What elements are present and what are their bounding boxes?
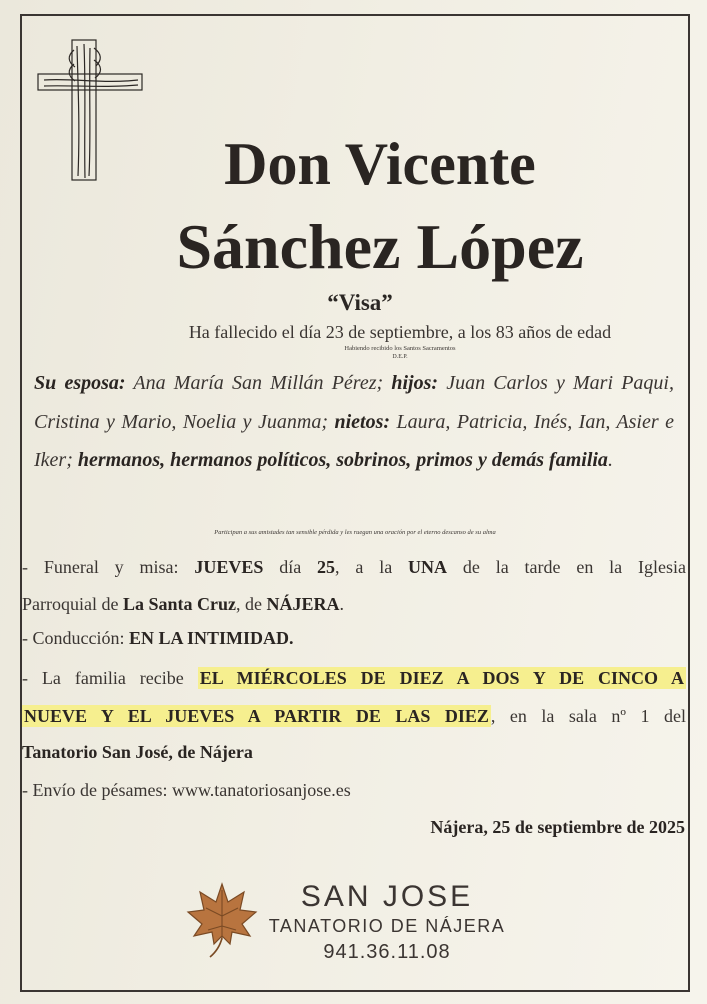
wake-schedule-highlight: EL MIÉRCOLES DE DIEZ A DOS Y DE CINCO A bbox=[199, 668, 685, 688]
conduction-label: - Conducción: bbox=[22, 628, 129, 648]
grandchildren-label: nietos: bbox=[334, 410, 391, 433]
place-date: Nájera, 25 de septiembre de 2025 bbox=[430, 817, 685, 837]
funeral-text: , de bbox=[235, 594, 267, 614]
deceased-surname: Sánchez López bbox=[176, 211, 584, 282]
church-name: La Santa Cruz bbox=[122, 594, 236, 614]
funeral-hour: UNA bbox=[408, 557, 448, 577]
family-end: . bbox=[607, 449, 613, 471]
funeral-text: día bbox=[263, 557, 318, 577]
grandchildren-names: Laura, Patricia, Inés, Ian, Asier e Iker; bbox=[34, 410, 674, 471]
funeral-line-1 bbox=[22, 557, 686, 578]
conduction-value: EN LA INTIMIDAD. bbox=[128, 628, 294, 648]
wake-place: Tanatorio San José, de Nájera bbox=[22, 742, 253, 762]
wife-name: Ana María San Millán Pérez; bbox=[125, 372, 392, 394]
funeral-day: JUEVES bbox=[194, 557, 264, 577]
wake-line-3 bbox=[22, 742, 686, 763]
nickname: “Visa” bbox=[327, 290, 393, 315]
logo-name: SAN JOSE bbox=[300, 880, 474, 913]
funeral-line-2 bbox=[22, 594, 686, 615]
wife-label: Su esposa: bbox=[34, 372, 126, 394]
funeral-label: - Funeral y misa: bbox=[22, 557, 195, 577]
condolences-line: - Envío de pésames: www.tanatoriosanjose.es bbox=[22, 780, 351, 800]
funeral-date: 25 bbox=[317, 557, 336, 577]
thanks-note: Participan a sus amistades tan sensible pérdida y les ruegan una oración por el eterno descanso de su alma bbox=[214, 529, 496, 536]
funeral-text: , a la bbox=[335, 557, 409, 577]
wake-label: - La familia recibe bbox=[22, 668, 198, 688]
death-notice: Ha fallecido el día 23 de septiembre, a los 83 años de edad bbox=[188, 322, 612, 342]
wake-line-2 bbox=[22, 706, 686, 727]
other-relatives: hermanos, hermanos políticos, sobrinos, primos y demás familia bbox=[77, 449, 608, 471]
sacraments-note: Habiendo recibido los Santos Sacramentos bbox=[344, 345, 456, 352]
logo-phone: 941.36.11.08 bbox=[323, 941, 451, 963]
funeral-text: de la tarde en la Iglesia bbox=[447, 557, 686, 577]
deceased-first-name: Don Vicente bbox=[224, 131, 536, 197]
town-name: NÁJERA bbox=[266, 594, 340, 614]
children-names: Juan Carlos y Mari Paqui, Cristina y Mario, Noelia y Juanma; bbox=[34, 372, 674, 433]
funeral-text: . bbox=[339, 594, 344, 614]
wake-room: , en la sala nº 1 del bbox=[490, 706, 686, 726]
maple-leaf-logo-icon bbox=[186, 880, 258, 960]
logo-subtitle: TANATORIO DE NÁJERA bbox=[268, 916, 506, 936]
rip-note: D.E.P. bbox=[392, 354, 408, 360]
family-paragraph bbox=[34, 364, 674, 480]
funeral-text: Parroquial de bbox=[22, 594, 123, 614]
wake-schedule-highlight: NUEVE Y EL JUEVES A PARTIR DE LAS DIEZ bbox=[24, 706, 489, 726]
conduction-line bbox=[22, 628, 686, 649]
wake-line-1 bbox=[22, 668, 686, 689]
children-label: hijos: bbox=[391, 372, 439, 394]
